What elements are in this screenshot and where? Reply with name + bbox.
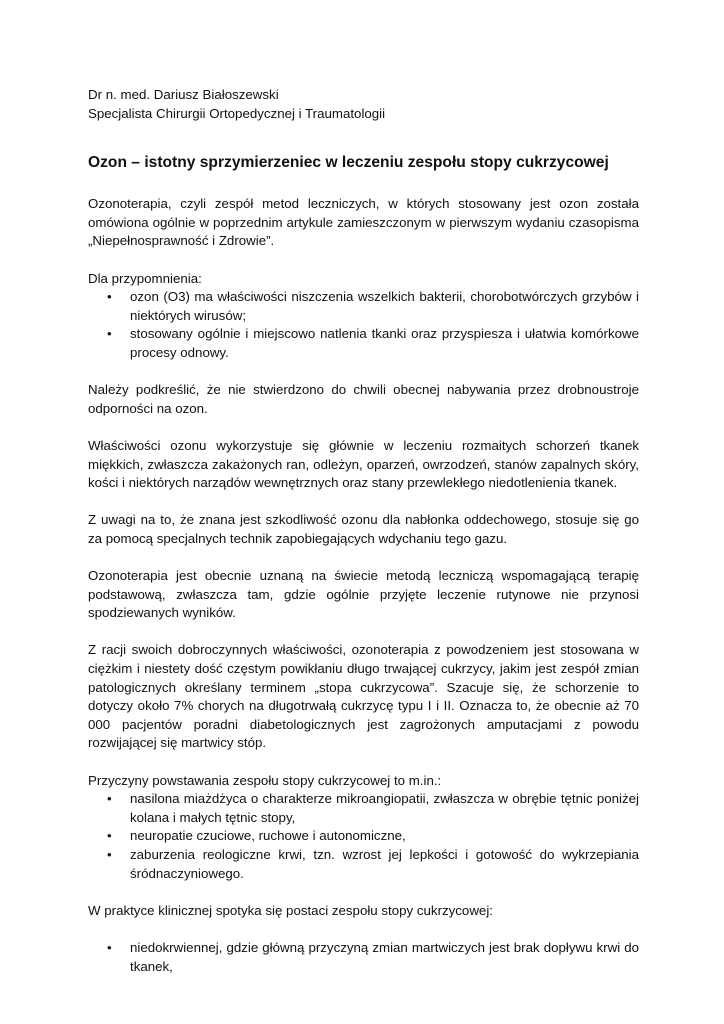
paragraph-resistance: Należy podkreślić, że nie stwierdzono do chwili obecnej nabywania przez drobnoustroje odporności na ozon. <box>88 382 639 416</box>
causes-intro: Przyczyny powstawania zespołu stopy cukrzycowej to m.in.: <box>88 772 442 788</box>
causes-list <box>88 790 639 883</box>
list-item: • nasilona miażdżyca o charakterze mikroangiopatii, zwłaszcza w obrębie tętnic poniżej kolana i małych tętnic stopy, <box>130 790 639 827</box>
paragraph-intro: Ozonoterapia, czyli zespół metod leczniczych, w których stosowany jest ozon została omówiona ogólnie w poprzednim artykule zamieszczonym w pierwszym wydaniu czasopisma „Niepełnosprawność i Zdrowie”. <box>88 196 639 249</box>
article-title: Ozon – istotny sprzymierzeniec w leczeniu zespołu stopy cukrzycowej <box>88 154 609 172</box>
list-item: • niedokrwiennej, gdzie główną przyczyną zmian martwiczych jest brak dopływu krwi do tkanek, <box>130 939 639 976</box>
list-item: • stosowany ogólnie i miejscowo natlenia tkanki oraz przyspiesza i ułatwia komórkowe procesy odnowy. <box>130 325 639 362</box>
list-item: • zaburzenia reologiczne krwi, tzn. wzrost jej lepkości i gotowość do wykrzepiania śródnaczyniowego. <box>130 846 639 883</box>
paragraph-safety: Z uwagi na to, że znana jest szkodliwość ozonu dla nabłonka oddechowego, stosuje się go za pomocą specjalnych technik zapobiegających wdychaniu tego gazu. <box>88 512 639 546</box>
author-name: Dr n. med. Dariusz Białoszewski <box>88 87 279 102</box>
paragraph-diabetic-foot: Z racji swoich dobroczynnych właściwości, ozonoterapia z powodzeniem jest stosowana w ciężkim i niestety dość częstym powikłaniu długo trwającej cukrzycy, jakim jest zespół zmian patologicznych określany terminem „stopa cukrzycowa”. Szacuje się, że schorzenie to dotyczy około 7% chorych na długotrwałą cukrzycę typu I i II. Oznacza to, że obecnie aż 70 000 pacjentów poradni diabetologicznych jest zagrożonych amputacjami z powodu rozwijającej się martwicy stóp. <box>88 642 639 751</box>
paragraph-properties: Właściwości ozonu wykorzystuje się głównie w leczeniu rozmaitych schorzeń tkanek miękkich, zwłaszcza zakażonych ran, odleżyn, oparzeń, owrzodzeń, stanów zapalnych skóry, kości i niektórych narządów wewnętrznych oraz stany przewlekłego niedotlenienia tkanek. <box>88 437 639 491</box>
author-specialty: Specjalista Chirurgii Ortopedycznej i Traumatologii <box>88 105 386 121</box>
forms-list <box>88 939 639 976</box>
list-item: • ozon (O3) ma właściwości niszczenia wszelkich bakterii, chorobotwórczych grzybów i niektórych wirusów; <box>130 288 639 325</box>
reminder-list <box>88 288 639 362</box>
list-item: • neuropatie czuciowe, ruchowe i autonomiczne, <box>130 827 639 846</box>
author-block <box>88 86 639 123</box>
forms-intro: W praktyce klinicznej spotyka się postaci zespołu stopy cukrzycowej: <box>88 902 493 918</box>
paragraph-recognition: Ozonoterapia jest obecnie uznaną na świecie metodą leczniczą wspomagającą terapię podstawową, zwłaszcza tam, gdzie ogólnie przyjęte leczenie rutynowe nie przynosi spodziewanych wyników. <box>88 568 639 621</box>
reminder-intro: Dla przypomnienia: <box>88 270 202 286</box>
document-page <box>88 86 639 995</box>
